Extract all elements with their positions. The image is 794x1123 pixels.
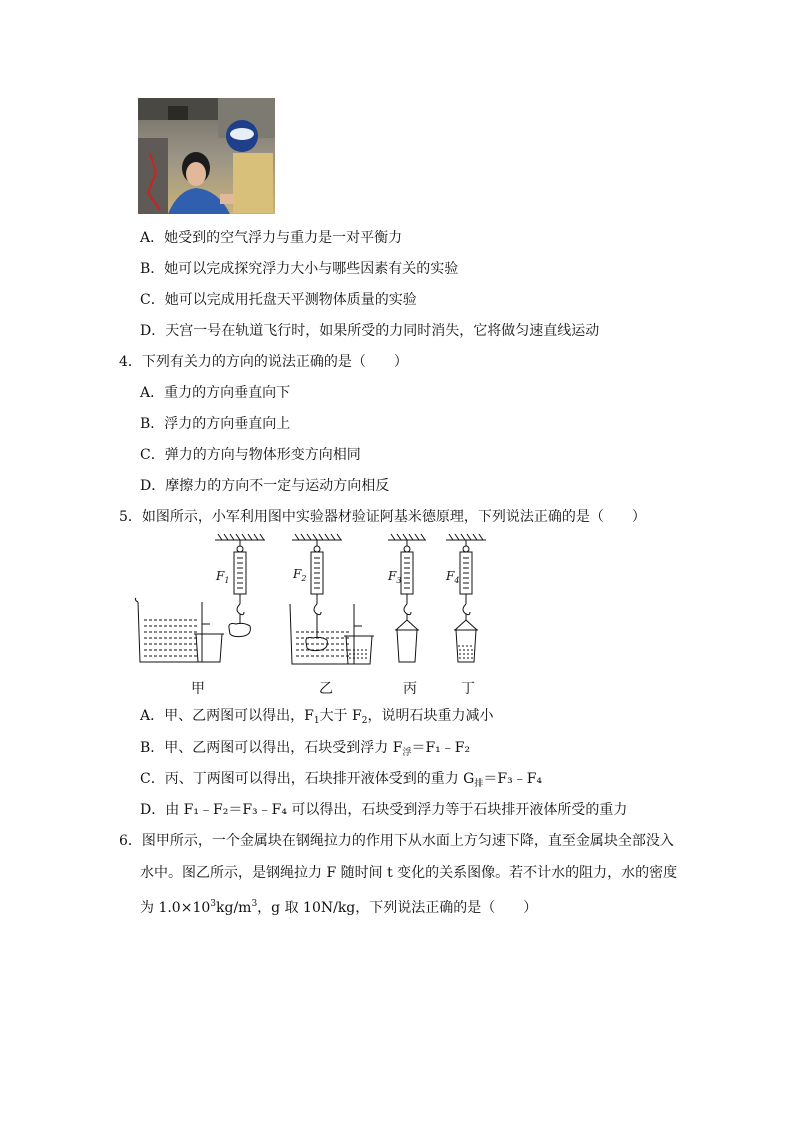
force-label-4: $F_4$ [446, 569, 460, 585]
q5-stem: 5．如图所示，小军利用图中实验器材验证阿基米德原理，下列说法正确的是（ ） [119, 509, 646, 525]
force-label-3: $F_3$ [388, 569, 402, 585]
q3-option-c: C．她可以完成用托盘天平测物体质量的实验 [140, 292, 417, 308]
figure-label-ding: 丁 [461, 681, 475, 697]
q3-option-b: B．她可以完成探究浮力大小与哪些因素有关的实验 [140, 261, 459, 277]
q5-figure [130, 530, 510, 700]
force-label-1: $F_1$ [216, 569, 230, 585]
q4-option-a: A．重力的方向垂直向下 [140, 385, 291, 401]
spring-scale-1 [229, 540, 251, 637]
overflow-beaker-2 [290, 604, 362, 664]
small-beaker-1 [194, 634, 224, 662]
q4-stem: 4．下列有关力的方向的说法正确的是（ ） [119, 354, 408, 370]
spring-scale-2 [306, 540, 328, 651]
figure-label-jia: 甲 [191, 681, 205, 697]
q4-option-b: B．浮力的方向垂直向上 [140, 416, 291, 432]
ceiling-support-4 [446, 534, 486, 540]
q5-option-d: D．由 F₁﹣F₂＝F₃﹣F₄ 可以得出，石块受到浮力等于石块排开液体所受的重力 [140, 802, 628, 818]
q5-option-b: B．甲、乙两图可以得出，石块受到浮力 $F_浮=F_1﹣F_2$ [140, 740, 471, 758]
spring-scale-3 [395, 540, 419, 662]
figure-label-bing: 丙 [403, 681, 417, 697]
ceiling-support-1 [215, 534, 265, 540]
astronaut-photo [138, 98, 275, 214]
q5-option-a: A．甲、乙两图可以得出，$F_1$大于 $F_2$，说明石块重力减小 [140, 708, 494, 726]
spring-scale-4 [454, 540, 478, 662]
ceiling-support-2 [292, 534, 342, 540]
q6-line-2: 水中。图乙所示，是钢绳拉力 F 随时间 t 变化的关系图像。若不计水的阻力，水的密度 [140, 865, 678, 881]
overflow-beaker-1 [135, 598, 210, 662]
q6-line-1: 6．图甲所示，一个金属块在钢绳拉力的作用下从水面上方匀速下降，直至金属块全部没入 [119, 833, 674, 849]
figure-label-yi: 乙 [319, 681, 333, 697]
q3-option-a: A．她受到的空气浮力与重力是一对平衡力 [140, 230, 403, 246]
force-label-2: $F_2$ [293, 567, 307, 583]
ceiling-support-3 [388, 534, 426, 540]
q4-option-c: C．弹力的方向与物体形变方向相同 [140, 447, 361, 463]
q5-option-c: C．丙、丁两图可以得出，石块排开液体受到的重力 $G_排=F_3﹣F_4$ [140, 771, 543, 789]
q4-option-d: D．摩擦力的方向不一定与运动方向相反 [140, 478, 390, 494]
q6-line-3: 为 $1.0\times 10^3kg/m^3$，g 取 10N/kg，下列说法正确的是（ ） [140, 899, 538, 916]
q3-option-d: D．天宫一号在轨道飞行时，如果所受的力同时消失，它将做匀速直线运动 [140, 323, 600, 339]
